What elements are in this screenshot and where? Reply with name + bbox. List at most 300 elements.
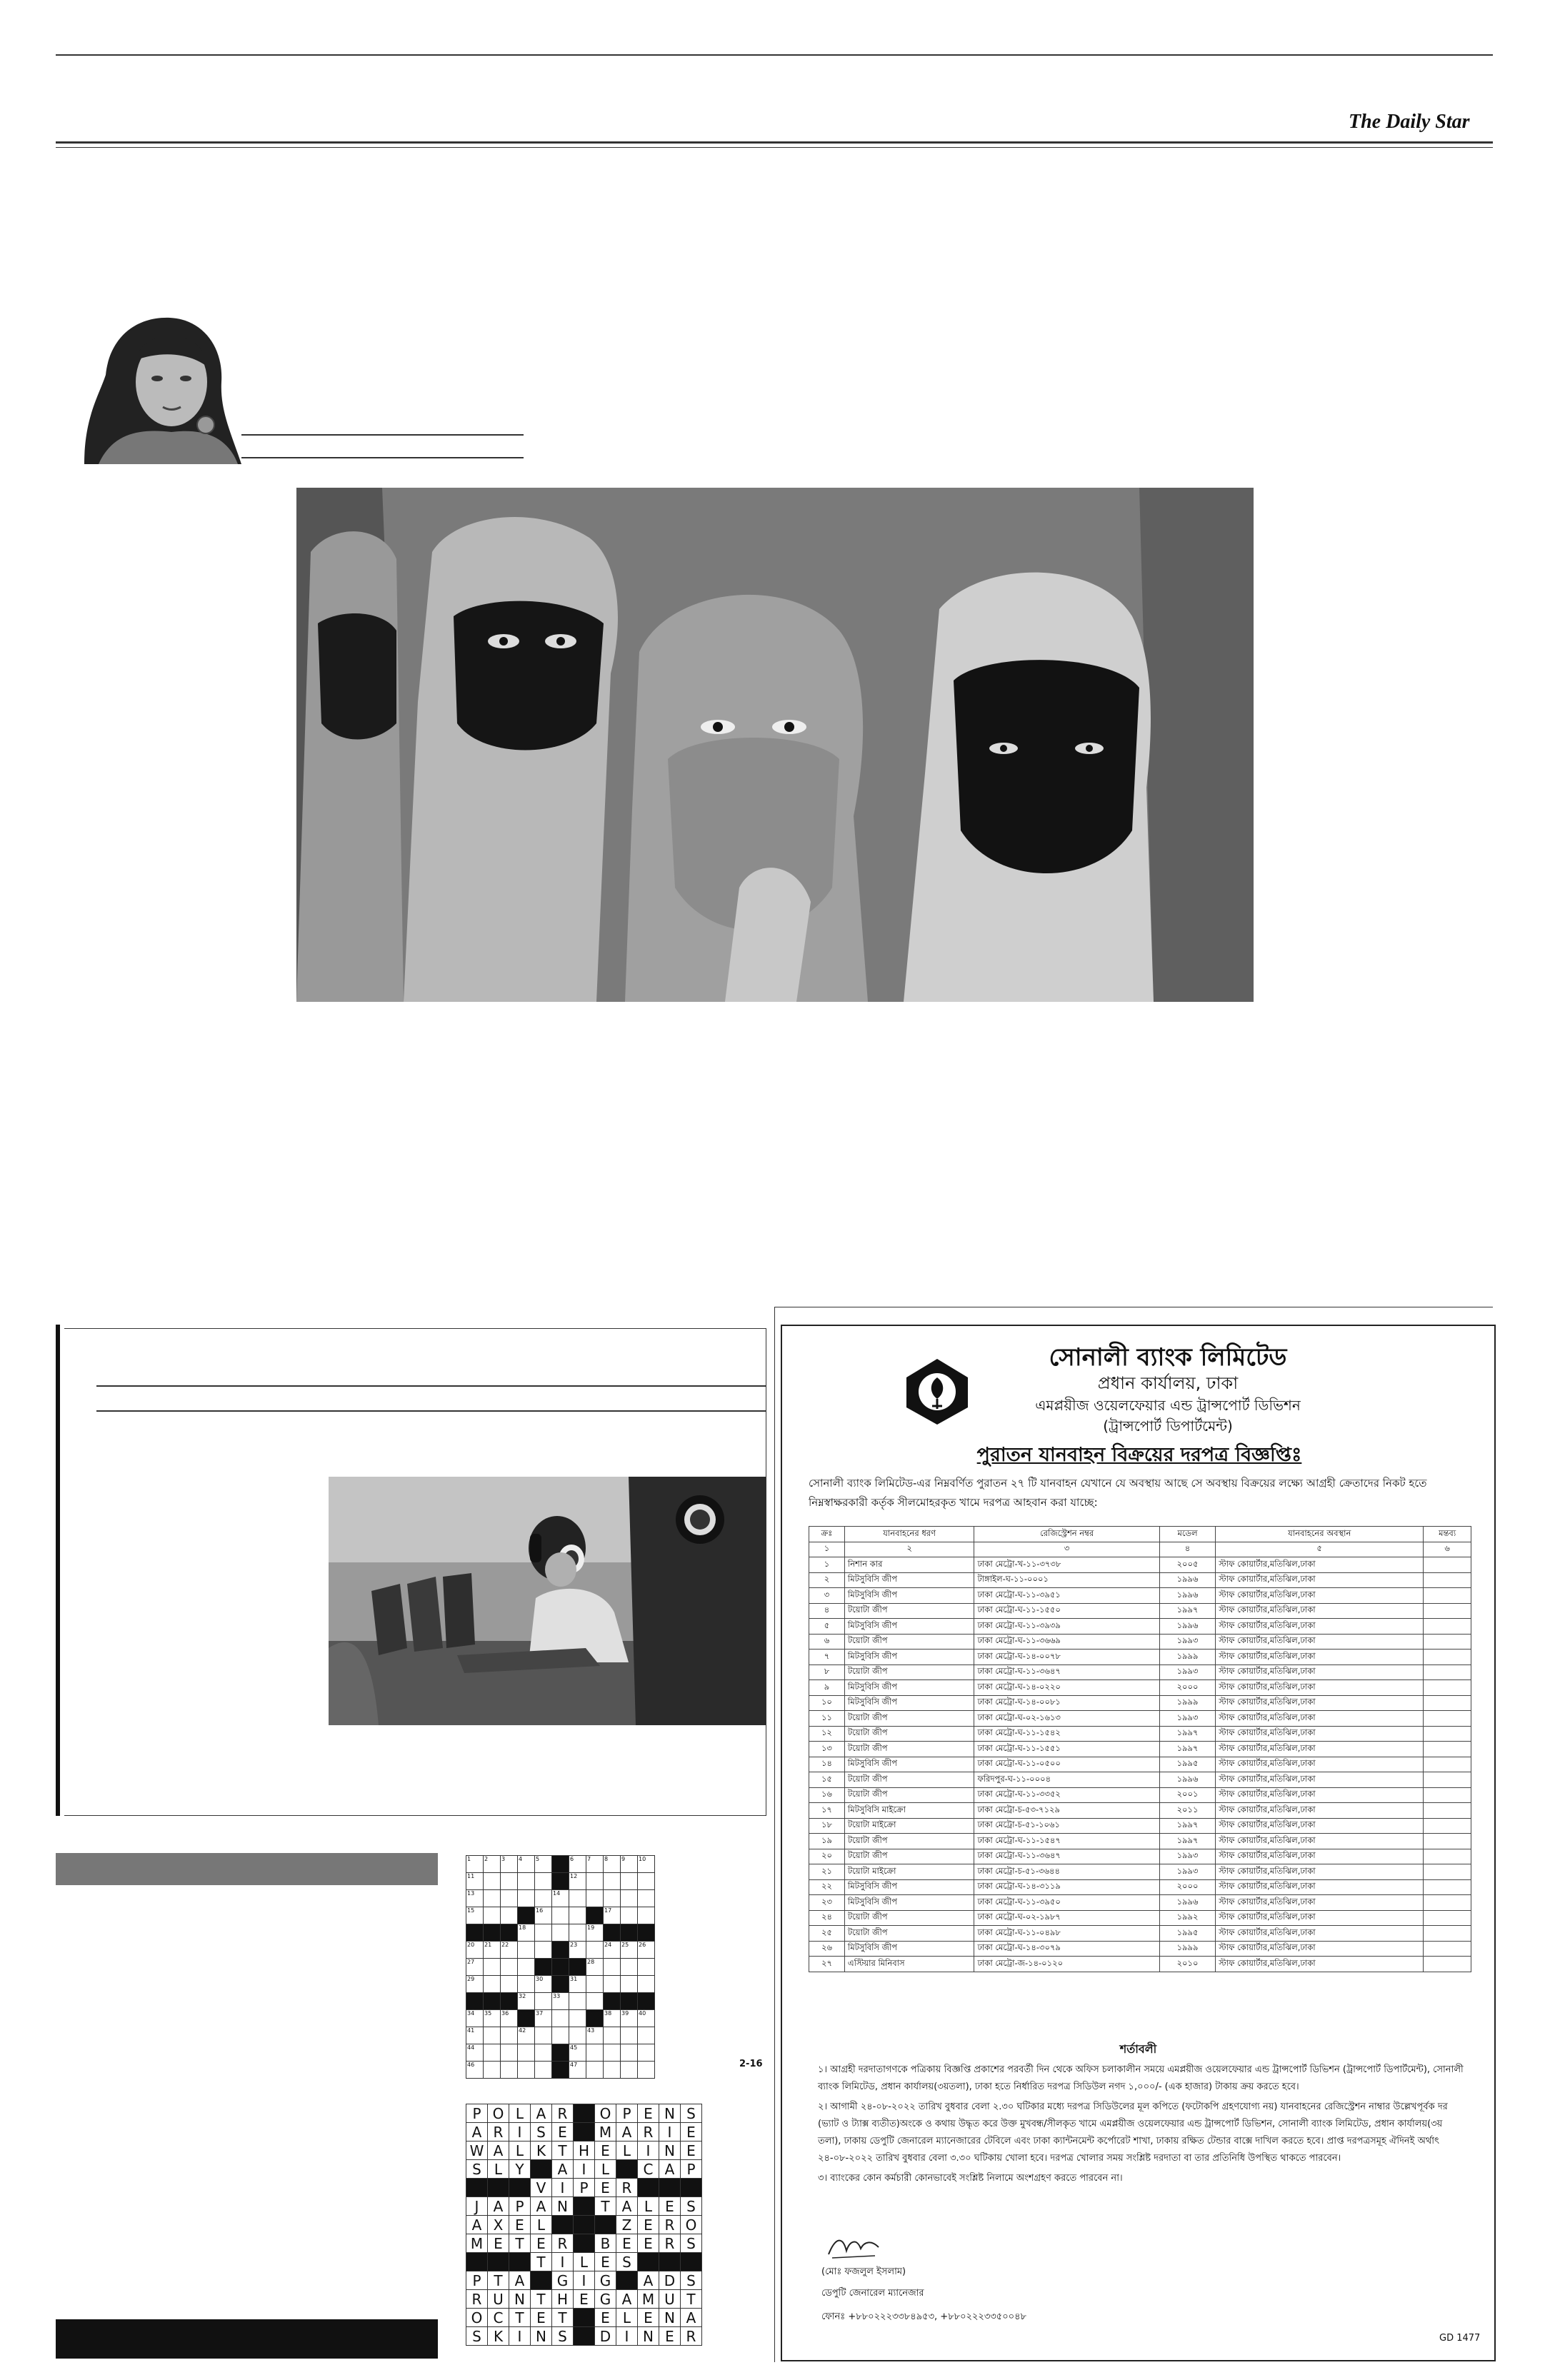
crossword-cell bbox=[586, 1959, 604, 1976]
crossword-black-cell bbox=[569, 1959, 586, 1976]
vehicle-table-cell: স্টাফ কোয়ার্টার,মতিঝিল,ঢাকা bbox=[1216, 1957, 1424, 1972]
vehicle-table-cell: ঢাকা মেট্রো-ঘ-১১-৩৯৩৯ bbox=[974, 1619, 1159, 1635]
crossword-cell bbox=[484, 2010, 501, 2027]
solution-letter: A bbox=[616, 2290, 638, 2309]
solution-letter: S bbox=[552, 2327, 574, 2346]
vehicle-table-header: যানবাহনের ধরণ bbox=[844, 1527, 974, 1542]
vehicle-table-cell: ৯ bbox=[809, 1680, 845, 1696]
crossword-cell bbox=[466, 2010, 484, 2027]
crossword-black-cell bbox=[552, 1942, 569, 1959]
solution-letter: L bbox=[531, 2216, 552, 2234]
crossword-cell bbox=[552, 2027, 569, 2044]
crossword-cell bbox=[484, 1959, 501, 1976]
solution-black-cell bbox=[574, 2197, 595, 2216]
solution-letter: E bbox=[638, 2104, 659, 2123]
solution-row bbox=[466, 2290, 702, 2309]
vehicle-table-cell: স্টাফ কোয়ার্টার,মতিঝিল,ঢাকা bbox=[1216, 1695, 1424, 1711]
crossword-grid bbox=[466, 1855, 655, 2079]
crossword-cell bbox=[466, 2044, 484, 2062]
solution-letter: N bbox=[638, 2327, 659, 2346]
vehicle-table-row bbox=[809, 1818, 1471, 1834]
solution-letter: L bbox=[509, 2142, 531, 2160]
crossword-cell bbox=[484, 2044, 501, 2062]
vehicle-table-cell: ঢাকা মেট্রো-ঘ-১৪-০২২০ bbox=[974, 1680, 1159, 1696]
vehicle-table-cell bbox=[1424, 1650, 1471, 1665]
vehicle-table-cell bbox=[1424, 1742, 1471, 1757]
vehicle-table-cell: স্টাফ কোয়ার্টার,মতিঝিল,ঢাকা bbox=[1216, 1757, 1424, 1772]
crossword-cell bbox=[621, 2010, 638, 2027]
vehicle-table-cell: টয়োটা জীপ bbox=[844, 1711, 974, 1727]
crossword-cell bbox=[621, 1942, 638, 1959]
ad-bank-name: সোনালী ব্যাংক লিমিটেড bbox=[1049, 1343, 1287, 1372]
clue-number: 18 bbox=[519, 1924, 526, 1931]
crossword-cell bbox=[586, 1942, 604, 1959]
crossword-cell bbox=[535, 1856, 552, 1873]
column-rule bbox=[774, 1307, 775, 2362]
solution-letter: L bbox=[488, 2160, 509, 2179]
vehicle-table-cell: ২১ bbox=[809, 1864, 845, 1880]
vehicle-table-cell: স্টাফ কোয়ার্টার,মতিঝিল,ঢাকা bbox=[1216, 1849, 1424, 1864]
crossword-cell bbox=[501, 1856, 518, 1873]
crossword-cell bbox=[604, 1907, 621, 1924]
vehicle-table-cell: ১৮ bbox=[809, 1818, 845, 1834]
solution-letter: G bbox=[552, 2271, 574, 2290]
vehicle-table-cell: ১ bbox=[809, 1557, 845, 1573]
solution-letter: R bbox=[552, 2234, 574, 2253]
vehicle-table-cell: স্টাফ কোয়ার্টার,মতিঝিল,ঢাকা bbox=[1216, 1895, 1424, 1911]
vehicle-table-cell: ঢাকা মেট্রো-ঘ-১১-৩৩৫২ bbox=[974, 1787, 1159, 1803]
solution-letter: E bbox=[638, 2216, 659, 2234]
crossword-cell bbox=[484, 1907, 501, 1924]
vehicle-table-cell bbox=[1424, 1849, 1471, 1864]
vehicle-table-cell bbox=[1424, 1879, 1471, 1895]
crossword-black-cell bbox=[552, 2062, 569, 2079]
solution-letter: R bbox=[659, 2216, 681, 2234]
solution-letter: E bbox=[488, 2234, 509, 2253]
vehicle-table-cell: স্টাফ কোয়ার্টার,মতিঝিল,ঢাকা bbox=[1216, 1619, 1424, 1635]
crossword-cell bbox=[501, 2027, 518, 2044]
solution-black-cell bbox=[574, 2216, 595, 2234]
vehicle-table-cell: ঢাকা মেট্রো-চ-৫৩-৭১২৯ bbox=[974, 1803, 1159, 1819]
left-box-border-left bbox=[56, 1325, 60, 1816]
solution-letter: E bbox=[595, 2309, 616, 2327]
vehicle-table-cell: ৬ bbox=[809, 1634, 845, 1650]
solution-letter: I bbox=[509, 2123, 531, 2142]
vehicle-table-cell: ২০ bbox=[809, 1849, 845, 1864]
vehicle-table-cell bbox=[1424, 1910, 1471, 1926]
crossword-cell bbox=[535, 2062, 552, 2079]
clue-number: 43 bbox=[587, 2027, 595, 2034]
solution-letter: O bbox=[488, 2104, 509, 2123]
clue-number: 15 bbox=[467, 1907, 475, 1914]
vehicle-table-cell: স্টাফ কোয়ার্টার,মতিঝিল,ঢাকা bbox=[1216, 1879, 1424, 1895]
vehicle-table-row bbox=[809, 1665, 1471, 1680]
solution-letter: G bbox=[595, 2290, 616, 2309]
vehicle-table-cell: ঢাকা মেট্রো-ঘ-১১-১৫৪৭ bbox=[974, 1834, 1159, 1849]
crossword-cell bbox=[621, 1959, 638, 1976]
solution-letter: D bbox=[595, 2327, 616, 2346]
vehicle-table-cell: স্টাফ কোয়ার্টার,মতিঝিল,ঢাকা bbox=[1216, 1787, 1424, 1803]
vehicle-table-cell: ১৯৯৬ bbox=[1159, 1619, 1215, 1635]
clue-number: 10 bbox=[639, 1856, 646, 1862]
crossword-black-cell bbox=[501, 1924, 518, 1942]
vehicle-table-cell: ১৯৯৯ bbox=[1159, 1650, 1215, 1665]
signature bbox=[825, 2233, 882, 2261]
clue-number: 8 bbox=[604, 1856, 609, 1862]
solution-letter: N bbox=[659, 2104, 681, 2123]
vehicle-table-cell: ৩ bbox=[809, 1588, 845, 1604]
vehicle-table-cell: ২২ bbox=[809, 1879, 845, 1895]
solution-letter: Z bbox=[616, 2216, 638, 2234]
crossword-cell bbox=[638, 2062, 655, 2079]
crossword-cell bbox=[604, 1890, 621, 1907]
vehicle-table-cell: ১৯৯৫ bbox=[1159, 1757, 1215, 1772]
vehicle-table-cell: নিশান কার bbox=[844, 1557, 974, 1573]
crossword-cell bbox=[535, 2044, 552, 2062]
vehicle-table-col-number: ৩ bbox=[974, 1542, 1159, 1557]
solution-letter: L bbox=[638, 2197, 659, 2216]
vehicle-table-cell bbox=[1424, 1711, 1471, 1727]
vehicle-table-cell: ১৯৯৩ bbox=[1159, 1849, 1215, 1864]
vehicle-table-row bbox=[809, 1603, 1471, 1619]
solution-row bbox=[466, 2271, 702, 2290]
solution-letter: E bbox=[531, 2309, 552, 2327]
vehicle-table-col-number: ৪ bbox=[1159, 1542, 1215, 1557]
solution-letter: S bbox=[466, 2160, 488, 2179]
bottom-black-bar bbox=[56, 2319, 438, 2359]
vehicle-table-cell: ঢাকা মেট্রো-ঘ-১১-৩৯৫০ bbox=[974, 1895, 1159, 1911]
crossword-black-cell bbox=[466, 1993, 484, 2010]
solution-letter: H bbox=[574, 2142, 595, 2160]
solution-black-cell bbox=[509, 2179, 531, 2197]
solution-letter: S bbox=[616, 2253, 638, 2271]
vehicle-table-row bbox=[809, 1926, 1471, 1942]
crossword-cell bbox=[518, 1976, 535, 1993]
crossword-cell bbox=[501, 1873, 518, 1890]
vehicle-table-cell: স্টাফ কোয়ার্টার,মতিঝিল,ঢাকা bbox=[1216, 1557, 1424, 1573]
vehicle-table-cell: ঢাকা মেট্রো-চ-৫১-১০৬১ bbox=[974, 1818, 1159, 1834]
crossword-row bbox=[466, 1856, 655, 1873]
solution-letter: I bbox=[552, 2179, 574, 2197]
vehicle-table-cell: টয়োটা জীপ bbox=[844, 1772, 974, 1788]
vehicle-table-cell: ঢাকা মেট্রো-ঘ-১৪-০০৮১ bbox=[974, 1695, 1159, 1711]
vehicle-table-cell bbox=[1424, 1603, 1471, 1619]
crossword-cell bbox=[466, 1890, 484, 1907]
vehicle-table-cell: স্টাফ কোয়ার্টার,মতিঝিল,ঢাকা bbox=[1216, 1603, 1424, 1619]
solution-letter: E bbox=[681, 2123, 702, 2142]
vehicle-table-cell: স্টাফ কোয়ার্টার,মতিঝিল,ঢাকা bbox=[1216, 1803, 1424, 1819]
vehicle-table-cell: মিটসুবিসি জীপ bbox=[844, 1680, 974, 1696]
crossword-cell bbox=[586, 1924, 604, 1942]
vehicle-table-cell: ২৭ bbox=[809, 1957, 845, 1972]
solution-letter: I bbox=[574, 2271, 595, 2290]
clue-number: 3 bbox=[501, 1856, 506, 1862]
solution-black-cell bbox=[659, 2179, 681, 2197]
solution-letter: T bbox=[595, 2197, 616, 2216]
clue-number: 34 bbox=[467, 2010, 475, 2017]
solution-black-cell bbox=[552, 2216, 574, 2234]
solution-row bbox=[466, 2104, 702, 2123]
vehicle-table-cell: ফরিদপুর-ঘ-১১-০০০৪ bbox=[974, 1772, 1159, 1788]
crossword-cell bbox=[604, 2027, 621, 2044]
clue-number: 45 bbox=[570, 2044, 578, 2051]
top-rule bbox=[56, 54, 1493, 56]
crossword-cell bbox=[466, 1907, 484, 1924]
vehicle-table-cell: ১৪ bbox=[809, 1757, 845, 1772]
crossword-cell bbox=[586, 1873, 604, 1890]
crossword-cell bbox=[638, 1856, 655, 1873]
vehicle-table-cell: ২৩ bbox=[809, 1895, 845, 1911]
byline-rule-2 bbox=[241, 457, 524, 458]
crossword-cell bbox=[638, 2027, 655, 2044]
crossword-cell bbox=[569, 2010, 586, 2027]
solution-letter: E bbox=[595, 2179, 616, 2197]
solution-row bbox=[466, 2179, 702, 2197]
solution-black-cell bbox=[488, 2253, 509, 2271]
crossword-cell bbox=[518, 1993, 535, 2010]
vehicle-table-cell: ঢাকা মেট্রো-ঘ-১১-৩৬৪৭ bbox=[974, 1665, 1159, 1680]
solution-letter: O bbox=[466, 2309, 488, 2327]
vehicle-table-cell: স্টাফ কোয়ার্টার,মতিঝিল,ঢাকা bbox=[1216, 1665, 1424, 1680]
vehicle-table-cell: ঢাকা মেট্রো-ঘ-১১-১৫৫০ bbox=[974, 1603, 1159, 1619]
crossword-row bbox=[466, 1873, 655, 1890]
crossword-black-cell bbox=[535, 1959, 552, 1976]
crossword-cell bbox=[518, 1873, 535, 1890]
crossword-row bbox=[466, 1993, 655, 2010]
crossword-cell bbox=[638, 2044, 655, 2062]
vehicle-table-cell: মিটসুবিসি জীপ bbox=[844, 1879, 974, 1895]
vehicle-table-row bbox=[809, 1879, 1471, 1895]
solution-letter: S bbox=[531, 2123, 552, 2142]
crossword-black-cell bbox=[552, 1976, 569, 1993]
vehicle-table-cell: টয়োটা জীপ bbox=[844, 1926, 974, 1942]
solution-letter: A bbox=[638, 2271, 659, 2290]
crossword-cell bbox=[586, 2027, 604, 2044]
vehicle-table-row bbox=[809, 1572, 1471, 1588]
solution-row bbox=[466, 2142, 702, 2160]
crossword-cell bbox=[501, 1976, 518, 1993]
clue-number: 28 bbox=[587, 1959, 595, 1965]
columnist-portrait bbox=[56, 311, 241, 464]
vehicle-table-header: মডেল bbox=[1159, 1527, 1215, 1542]
crossword-cell bbox=[604, 1942, 621, 1959]
solution-letter: V bbox=[531, 2179, 552, 2197]
solution-letter: A bbox=[531, 2104, 552, 2123]
solution-letter: J bbox=[466, 2197, 488, 2216]
crossword-cell bbox=[501, 1907, 518, 1924]
vehicle-table-row bbox=[809, 1849, 1471, 1864]
vehicle-table-cell: ঢাকা মেট্রো-ঘ-০২-১৬১৩ bbox=[974, 1711, 1159, 1727]
vehicle-table-cell bbox=[1424, 1864, 1471, 1880]
vehicle-table-row bbox=[809, 1742, 1471, 1757]
crossword-cell bbox=[569, 2062, 586, 2079]
crossword-cell bbox=[484, 1942, 501, 1959]
clue-number: 24 bbox=[604, 1942, 612, 1948]
solution-letter: E bbox=[595, 2253, 616, 2271]
solution-letter: P bbox=[466, 2104, 488, 2123]
solution-letter: C bbox=[488, 2309, 509, 2327]
solution-letter: E bbox=[638, 2309, 659, 2327]
crossword-cell bbox=[586, 1890, 604, 1907]
vehicle-table-cell bbox=[1424, 1634, 1471, 1650]
solution-letter: R bbox=[659, 2234, 681, 2253]
vehicle-table-cell bbox=[1424, 1895, 1471, 1911]
solution-letter: A bbox=[616, 2197, 638, 2216]
ad-term: ৩। ব্যাংকের কোন কর্মচারী কোনভাবেই সংশ্লিষ্ট নিলামে অংশগ্রহণ করতে পারবেন না। bbox=[818, 2173, 1123, 2184]
vehicle-table-cell: স্টাফ কোয়ার্টার,মতিঝিল,ঢাকা bbox=[1216, 1910, 1424, 1926]
solution-letter: N bbox=[659, 2142, 681, 2160]
vehicle-table-cell: স্টাফ কোয়ার্টার,মতিঝিল,ঢাকা bbox=[1216, 1572, 1424, 1588]
vehicle-table-cell bbox=[1424, 1588, 1471, 1604]
solution-letter: M bbox=[638, 2290, 659, 2309]
vehicle-table-cell: মিটসুবিসি জীপ bbox=[844, 1572, 974, 1588]
solution-row bbox=[466, 2309, 702, 2327]
vehicle-table-cell: মিটসুবিসি জীপ bbox=[844, 1941, 974, 1957]
left-box-border-top bbox=[64, 1328, 766, 1329]
vehicle-table-cell: ঢাকা মেট্রো-ঘ-১৪-৩১১৯ bbox=[974, 1879, 1159, 1895]
crossword-cell bbox=[484, 1873, 501, 1890]
clue-number: 12 bbox=[570, 1873, 578, 1879]
solution-black-cell bbox=[466, 2179, 488, 2197]
solution-letter: M bbox=[595, 2123, 616, 2142]
crossword-cell bbox=[552, 2010, 569, 2027]
crossword-cell bbox=[638, 1976, 655, 1993]
vehicle-table-row bbox=[809, 1726, 1471, 1742]
vehicle-table-cell: ঢাকা মেট্রো-ঘ-১১-০৪৯৮ bbox=[974, 1926, 1159, 1942]
crossword-row bbox=[466, 2062, 655, 2079]
solution-letter: O bbox=[595, 2104, 616, 2123]
vehicle-table-cell: ২০০১ bbox=[1159, 1787, 1215, 1803]
vehicle-table-cell: ১৫ bbox=[809, 1772, 845, 1788]
solution-letter: R bbox=[466, 2290, 488, 2309]
vehicle-table-cell: স্টাফ কোয়ার্টার,মতিঝিল,ঢাকা bbox=[1216, 1650, 1424, 1665]
solution-letter: A bbox=[659, 2160, 681, 2179]
vehicle-table-cell bbox=[1424, 1957, 1471, 1972]
crossword-cell bbox=[621, 1907, 638, 1924]
vehicle-table-cell: ১৯৯৬ bbox=[1159, 1895, 1215, 1911]
vehicle-table-cell: স্টাফ কোয়ার্টার,মতিঝিল,ঢাকা bbox=[1216, 1772, 1424, 1788]
solution-row bbox=[466, 2234, 702, 2253]
vehicle-table-row bbox=[809, 1757, 1471, 1772]
ad-gd-code: GD 1477 bbox=[1439, 2333, 1481, 2344]
vehicle-table-cell bbox=[1424, 1665, 1471, 1680]
vehicle-table-cell: ২৪ bbox=[809, 1910, 845, 1926]
crossword-cell bbox=[638, 1942, 655, 1959]
vehicle-table-cell: ১৯৯৬ bbox=[1159, 1572, 1215, 1588]
crossword-cell bbox=[621, 2027, 638, 2044]
vehicle-table-cell: মিটসুবিসি জীপ bbox=[844, 1757, 974, 1772]
solution-black-cell bbox=[616, 2160, 638, 2179]
clue-number: 32 bbox=[519, 1993, 526, 1999]
solution-letter: A bbox=[488, 2142, 509, 2160]
vehicle-table-cell: ১৯৯৭ bbox=[1159, 1742, 1215, 1757]
solution-letter: E bbox=[531, 2234, 552, 2253]
vehicle-table-cell: স্টাফ কোয়ার্টার,মতিঝিল,ঢাকা bbox=[1216, 1834, 1424, 1849]
sonali-bank-logo bbox=[904, 1356, 971, 1427]
ad-phone: ফোনঃ +৮৮০২২২৩৩৮৪৯৫৩, +৮৮০২২২৩৩৫০০৪৮ bbox=[821, 2311, 1026, 2322]
crossword-cell bbox=[518, 1942, 535, 1959]
vehicle-table-header: রেজিস্ট্রেশন নম্বর bbox=[974, 1527, 1159, 1542]
vehicle-table-cell: ১৯৯৭ bbox=[1159, 1603, 1215, 1619]
vehicle-table-cell bbox=[1424, 1926, 1471, 1942]
clue-number: 30 bbox=[536, 1976, 544, 1982]
crossword-black-cell bbox=[604, 1993, 621, 2010]
vehicle-table-cell: ঢাকা মেট্রো-চ-৫১-৩৬৪৪ bbox=[974, 1864, 1159, 1880]
clue-number: 44 bbox=[467, 2044, 475, 2051]
vehicle-table-cell: ঢাকা মেট্রো-ঘ-১১-৩৯৫১ bbox=[974, 1588, 1159, 1604]
crossword-black-cell bbox=[518, 2010, 535, 2027]
solution-black-cell bbox=[574, 2327, 595, 2346]
solution-letter: L bbox=[574, 2253, 595, 2271]
vehicle-table-cell: মিটসুবিসি জীপ bbox=[844, 1588, 974, 1604]
solution-letter: S bbox=[681, 2197, 702, 2216]
crossword-cell bbox=[552, 1924, 569, 1942]
gaming-photo bbox=[329, 1477, 766, 1725]
vehicle-table-cell: ১৯৯৩ bbox=[1159, 1634, 1215, 1650]
vehicle-table-cell bbox=[1424, 1803, 1471, 1819]
clue-number: 39 bbox=[621, 2010, 629, 2017]
solution-letter: P bbox=[681, 2160, 702, 2179]
solution-letter: I bbox=[574, 2160, 595, 2179]
solution-letter: T bbox=[488, 2271, 509, 2290]
vehicle-table-cell: ১৯৯৭ bbox=[1159, 1834, 1215, 1849]
vehicle-table-cell: টয়োটা জীপ bbox=[844, 1787, 974, 1803]
crossword-cell bbox=[638, 1890, 655, 1907]
crossword-cell bbox=[535, 1976, 552, 1993]
ad-office: প্রধান কার্যালয়, ঢাকা bbox=[1097, 1373, 1239, 1393]
solution-letter: I bbox=[659, 2123, 681, 2142]
vehicle-table-cell: ২ bbox=[809, 1572, 845, 1588]
solution-letter: R bbox=[681, 2327, 702, 2346]
vehicle-table-col-number: ২ bbox=[844, 1542, 974, 1557]
solution-black-cell bbox=[659, 2253, 681, 2271]
solution-letter: T bbox=[531, 2290, 552, 2309]
vehicle-table-cell: স্টাফ কোয়ার্টার,মতিঝিল,ঢাকা bbox=[1216, 1941, 1424, 1957]
vehicle-table-cell: ২০১১ bbox=[1159, 1803, 1215, 1819]
vehicle-table-row bbox=[809, 1588, 1471, 1604]
vehicle-table-cell: টয়োটা জীপ bbox=[844, 1834, 974, 1849]
crossword-black-cell bbox=[552, 2044, 569, 2062]
vehicle-table-cell: ২৫ bbox=[809, 1926, 845, 1942]
crossword-cell bbox=[484, 1890, 501, 1907]
solution-letter: C bbox=[638, 2160, 659, 2179]
crossword-solution-grid bbox=[466, 2104, 702, 2346]
vehicle-table-header: ক্রঃ bbox=[809, 1527, 845, 1542]
solution-black-cell bbox=[488, 2179, 509, 2197]
vehicle-table-cell: ১৯৯২ bbox=[1159, 1910, 1215, 1926]
crossword-row bbox=[466, 1907, 655, 1924]
crossword-row bbox=[466, 1890, 655, 1907]
left-box-headline-rule-2 bbox=[96, 1410, 766, 1412]
clue-number: 29 bbox=[467, 1976, 475, 1982]
vehicle-table-cell: ২০০৫ bbox=[1159, 1557, 1215, 1573]
vehicle-table-cell: ঢাকা মেট্রো-ঘ-১১-৩৬৬৯ bbox=[974, 1634, 1159, 1650]
crossword-cell bbox=[466, 1873, 484, 1890]
solution-letter: A bbox=[681, 2309, 702, 2327]
main-photo-women bbox=[296, 488, 1254, 1002]
solution-black-cell bbox=[574, 2123, 595, 2142]
crossword-cell bbox=[586, 1976, 604, 1993]
crossword-cell bbox=[535, 2010, 552, 2027]
vehicle-table-cell: ১৯৯৬ bbox=[1159, 1772, 1215, 1788]
crossword-cell bbox=[604, 2062, 621, 2079]
clue-number: 27 bbox=[467, 1959, 475, 1965]
crossword-cell bbox=[501, 2010, 518, 2027]
crossword-cell bbox=[586, 1993, 604, 2010]
solution-letter: S bbox=[681, 2271, 702, 2290]
crossword-header-bar bbox=[56, 1853, 438, 1885]
vehicle-table-row bbox=[809, 1864, 1471, 1880]
